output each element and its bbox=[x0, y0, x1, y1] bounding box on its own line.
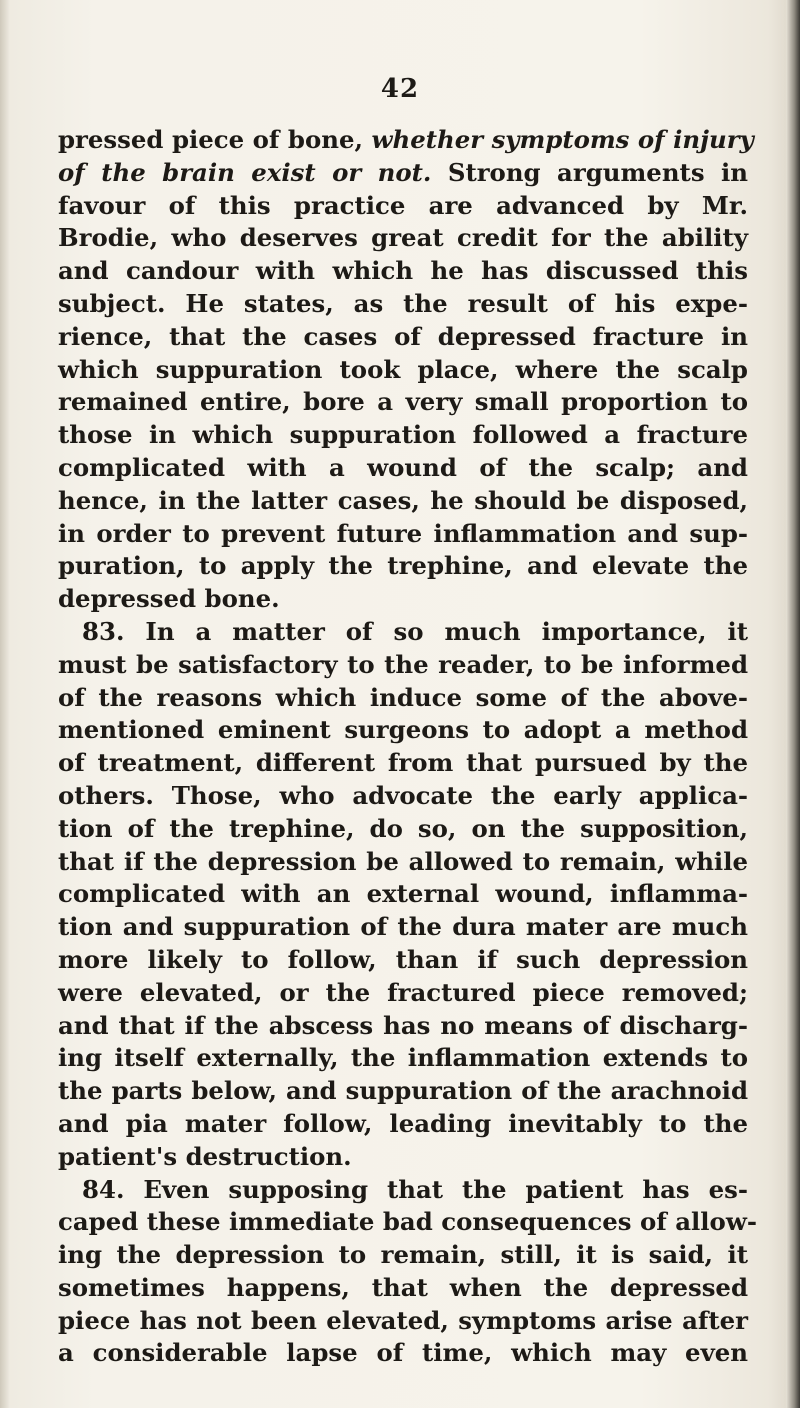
page-number: 42 bbox=[380, 74, 420, 104]
text-segment: Brodie, who deserves great credit for the ability bbox=[58, 223, 748, 253]
text-line bbox=[58, 1305, 748, 1338]
text-line bbox=[58, 222, 748, 255]
text-segment: and that if the abscess has no means of discharg- bbox=[58, 1010, 748, 1040]
text-segment: favour of this practice are advanced by Mr. bbox=[58, 190, 748, 220]
text-line bbox=[58, 583, 748, 616]
text-segment: puration, to apply the trephine, and elevate the bbox=[58, 551, 748, 581]
text-segment: others. Those, who advocate the early applica- bbox=[58, 780, 748, 810]
italic-text: whether symptoms of injury bbox=[371, 125, 754, 154]
text-line bbox=[58, 550, 748, 583]
text-segment: 83. In a matter of so much importance, it bbox=[82, 616, 748, 646]
text-segment: tion and suppuration of the dura mater are much bbox=[58, 912, 748, 942]
text-segment: subject. He states, as the result of his expe- bbox=[58, 288, 748, 318]
text-line bbox=[58, 813, 748, 846]
text-line bbox=[58, 354, 748, 387]
text-line bbox=[58, 878, 748, 911]
text-line bbox=[58, 518, 748, 551]
text-segment: a considerable lapse of time, which may even bbox=[58, 1338, 748, 1368]
text-line bbox=[58, 1075, 748, 1108]
text-segment: rience, that the cases of depressed fracture in bbox=[58, 321, 748, 351]
text-line bbox=[58, 255, 748, 288]
text-line bbox=[58, 747, 748, 780]
text-line bbox=[58, 452, 748, 485]
text-segment: the parts below, and suppuration of the arachnoid bbox=[58, 1076, 748, 1106]
text-line bbox=[58, 1206, 757, 1239]
text-line bbox=[58, 190, 748, 223]
text-line bbox=[58, 1239, 748, 1272]
body-text bbox=[58, 124, 757, 1370]
text-segment: that if the depression be allowed to remain, while bbox=[58, 846, 748, 876]
text-segment: in order to prevent future inflammation and sup- bbox=[58, 518, 748, 548]
text-segment: were elevated, or the fractured piece removed; bbox=[58, 977, 748, 1007]
text-segment: Strong arguments in bbox=[431, 157, 748, 187]
text-line bbox=[58, 485, 748, 518]
text-segment: those in which suppuration followed a fracture bbox=[58, 420, 748, 450]
text-segment: piece has not been elevated, symptoms arise after bbox=[58, 1305, 748, 1335]
text-segment: of treatment, different from that pursued by the bbox=[58, 748, 748, 778]
text-segment: tion of the trephine, do so, on the supposition, bbox=[58, 813, 748, 843]
text-segment: hence, in the latter cases, he should be disposed, bbox=[58, 485, 748, 515]
page-binding-edge bbox=[786, 0, 800, 1408]
text-line bbox=[58, 714, 748, 747]
page-left-shadow bbox=[0, 0, 10, 1408]
text-line bbox=[58, 321, 748, 354]
text-segment: of the reasons which induce some of the above- bbox=[58, 682, 748, 712]
text-line bbox=[58, 1272, 748, 1305]
text-line bbox=[58, 419, 748, 452]
text-line bbox=[58, 944, 748, 977]
text-line bbox=[58, 1042, 748, 1075]
text-segment: and pia mater follow, leading inevitably to the bbox=[58, 1108, 748, 1138]
text-line bbox=[58, 386, 748, 419]
text-segment: more likely to follow, than if such depression bbox=[58, 944, 748, 974]
text-segment: patient's destruction. bbox=[58, 1141, 352, 1171]
text-line bbox=[58, 1174, 748, 1207]
text-segment: depressed bone. bbox=[58, 584, 280, 614]
text-line bbox=[58, 1141, 748, 1174]
text-segment: and candour with which he has discussed this bbox=[58, 256, 748, 286]
text-line bbox=[58, 1108, 748, 1141]
text-line bbox=[58, 1337, 748, 1370]
text-segment: complicated with an external wound, inflamma- bbox=[58, 879, 748, 909]
text-line bbox=[58, 977, 748, 1010]
text-segment: must be satisfactory to the reader, to be informed bbox=[58, 649, 748, 679]
text-segment: 84. Even supposing that the patient has es- bbox=[82, 1174, 748, 1204]
text-segment: sometimes happens, that when the depressed bbox=[58, 1272, 748, 1302]
text-line bbox=[58, 124, 754, 157]
text-line bbox=[58, 616, 748, 649]
text-line bbox=[58, 682, 748, 715]
text-line bbox=[58, 649, 748, 682]
text-line bbox=[58, 288, 748, 321]
text-line bbox=[58, 780, 748, 813]
text-line bbox=[58, 911, 748, 944]
text-segment: ing the depression to remain, still, it is said, it bbox=[58, 1240, 748, 1270]
text-segment: which suppuration took place, where the scalp bbox=[58, 354, 748, 384]
italic-text: of the brain exist or not. bbox=[58, 157, 432, 187]
text-line bbox=[58, 1010, 748, 1043]
text-segment: pressed piece of bone, bbox=[58, 125, 372, 154]
text-segment: ing itself externally, the inflammation extends to bbox=[58, 1043, 748, 1073]
text-segment: complicated with a wound of the scalp; and bbox=[58, 452, 748, 482]
text-segment: mentioned eminent surgeons to adopt a method bbox=[58, 715, 748, 745]
text-line bbox=[58, 846, 748, 879]
text-line bbox=[58, 157, 748, 190]
text-segment: remained entire, bore a very small proportion to bbox=[58, 387, 748, 417]
text-segment: caped these immediate bad consequences of allow- bbox=[58, 1207, 757, 1237]
